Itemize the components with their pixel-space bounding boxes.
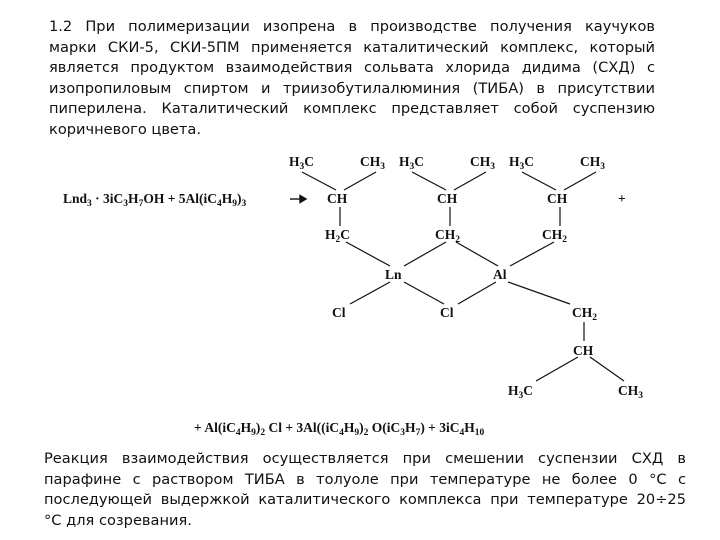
bond (404, 242, 446, 266)
group-ch: CH (327, 191, 348, 206)
conditions-line: последующей выдержкой каталитического комплекса при температуре 20÷25 (44, 491, 686, 509)
atom-al: Al (493, 267, 507, 282)
conditions-line: Реакция взаимодействия осуществляется при смешении суспензии СХД в (44, 450, 686, 467)
bond (412, 172, 446, 190)
group-ch2: $CH_2$ (542, 227, 567, 245)
intro-line: пиперилена. Каталитический комплекс представляет собой суспензию (49, 100, 655, 118)
atom-cl: Cl (440, 305, 454, 320)
group-ch: CH (547, 191, 568, 206)
group-ch2: $CH_2$ (572, 305, 597, 323)
reaction-arrow-head-icon (300, 196, 306, 203)
intro-line: изопропиловым спиртом и триизобутилалюминия (ТИБА) в присутствии (49, 79, 655, 97)
group-ch3: $CH_3$ (470, 154, 495, 172)
atom-cl: Cl (332, 305, 346, 320)
group-h3c: $H_3C$ (508, 383, 534, 401)
group-h3c: $H_3C$ (509, 154, 535, 172)
group-h3c: $H_3C$ (399, 154, 425, 172)
bond (510, 242, 554, 266)
bond (508, 282, 570, 304)
group-ch2: $CH_2$ (435, 227, 460, 245)
bond (522, 172, 556, 190)
reactants-formula: $Lnd_3 \cdot 3iC_3H_7OH + 5Al(iC_4H_9)_3$ (63, 191, 247, 209)
bond (536, 357, 578, 381)
bond (454, 172, 486, 190)
group-ch: CH (437, 191, 458, 206)
intro-line: 1.2 При полимеризации изопрена в производстве получения каучуков (49, 18, 655, 35)
products-formula: + $Al(iC_4H_9)_2$ $Cl + 3Al((iC_4H_9)_2$ $O(iC_3H_7) + 3iC_4H_{10}$ (194, 420, 485, 438)
group-ch: CH (573, 343, 594, 358)
bond (344, 172, 376, 190)
bond (404, 282, 444, 304)
bond (590, 357, 624, 381)
bond (350, 282, 390, 304)
group-h2c: $H_2C$ (325, 227, 351, 245)
intro-line: коричневого цвета. (49, 120, 201, 138)
bond (564, 172, 596, 190)
conditions-line: °С для созревания. (44, 511, 192, 529)
atom-ln: Ln (385, 267, 402, 282)
bond (456, 242, 498, 266)
bond (302, 172, 336, 190)
intro-line: марки СКИ-5, СКИ-5ПМ применяется каталитический комплекс, который (49, 38, 655, 56)
group-ch3: $CH_3$ (580, 154, 605, 172)
group-ch3: $CH_3$ (360, 154, 385, 172)
intro-line: является продуктом взаимодействия сольвата хлорида дидима (СХД) с (49, 59, 655, 77)
bond (458, 282, 496, 304)
conditions-line: парафине с раствором ТИБА в толуоле при температуре не более 0 °С с (44, 470, 686, 488)
group-h3c: $H_3C$ (289, 154, 315, 172)
conditions-paragraph (44, 449, 686, 531)
bond (346, 242, 390, 266)
plus-sign: + (618, 191, 626, 206)
group-ch3: $CH_3$ (618, 383, 643, 401)
